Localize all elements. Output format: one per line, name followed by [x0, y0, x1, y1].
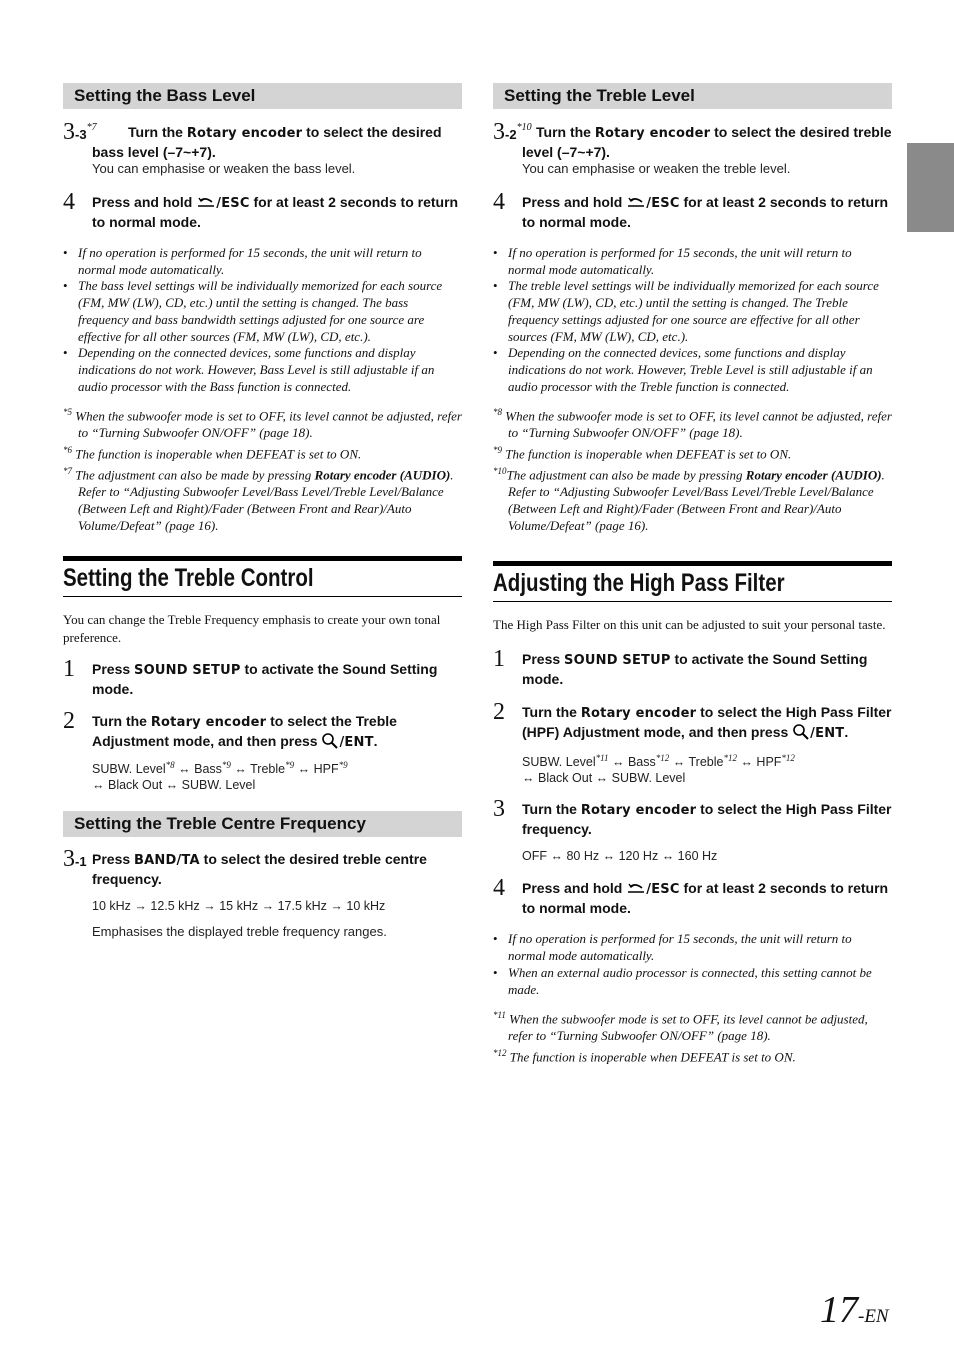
- footnote-10: $^{*10}$The adjustment can also be made by pressing Rotary encoder (AUDIO). Refer to “Adjusting Subwoofer Level/Bass Level/Treble Level/Balance (Between Left and Right)/Fader (Between Front and Rear)/Auto Volume/Defeat” (page 16).: [493, 466, 885, 533]
- step-3-1: 3-1 Press BAND/TA to select the desired treble centre frequency.: [63, 846, 427, 888]
- step-4: 4 Press and hold /ESC for at least 2 seconds to return to normal mode.: [63, 189, 459, 230]
- return-arrow-icon: [626, 882, 646, 894]
- section-heading-bass-level: Setting the Bass Level: [63, 83, 462, 109]
- step-2: 2 Turn the Rotary encoder to select the High Pass Filter (HPF) Adjustment mode, and then press /ENT.: [493, 699, 892, 742]
- left-column: [63, 83, 462, 940]
- step-4: 4 Press and hold /ESC for at least 2 seconds to return to normal mode.: [493, 875, 889, 917]
- note-item: • If no operation is performed for 15 seconds, the unit will return to normal mode automatically.: [493, 931, 892, 964]
- return-arrow-icon: [626, 196, 646, 208]
- frequency-sequence: OFF ↔ 80 Hz ↔ 120 Hz ↔ 160 Hz: [522, 849, 718, 864]
- section-heading-treble-centre: Setting the Treble Centre Frequency: [63, 811, 462, 837]
- footnote-9: $^{*9}$ The function is inoperable when DEFEAT is set to ON.: [493, 445, 792, 462]
- step-description: You can emphasise or weaken the treble level.: [522, 161, 791, 176]
- note-item: • If no operation is performed for 15 seconds, the unit will return to normal mode automatically.: [493, 245, 892, 278]
- search-icon: [792, 724, 810, 740]
- frequency-sequence: 10 kHz → 12.5 kHz → 15 kHz → 17.5 kHz → 10 kHz: [92, 899, 386, 914]
- right-column: [493, 83, 892, 1066]
- footnote-8: $^{*8}$ When the subwoofer mode is set to OFF, its level cannot be adjusted, refer to “Turning Subwoofer ON/OFF” (page 18).: [493, 407, 892, 441]
- section-heading-high-pass-filter: Adjusting the High Pass Filter: [493, 561, 892, 602]
- note-item: • The bass level settings will be individually memorized for each source (FM, MW (LW), CD, etc.) until the setting is changed. The bass frequency and bass bandwidth settings adjusted for one source are effective for all other sources (FM, MW (LW), CD, etc.).: [63, 278, 462, 345]
- step-1: 1 Press SOUND SETUP to activate the Sound Setting mode.: [63, 656, 438, 698]
- note-item: • If no operation is performed for 15 seconds, the unit will return to normal mode automatically.: [63, 245, 462, 278]
- note-item: • Depending on the connected devices, some functions and display indications do not work. However, Treble Level is still adjustable if an audio processor with the Treble function is connected.: [493, 345, 892, 395]
- footnote-11: $^{*11}$ When the subwoofer mode is set to OFF, its level cannot be adjusted, refer to “Turning Subwoofer ON/OFF” (page 18).: [493, 1010, 868, 1044]
- page-number: 17-EN: [820, 1289, 889, 1331]
- notes-list: [493, 245, 892, 395]
- return-arrow-icon: [196, 196, 216, 208]
- step-3: 3 Turn the Rotary encoder to select the High Pass Filter frequency.: [493, 796, 892, 838]
- step-2: 2 Turn the Rotary encoder to select the Treble Adjustment mode, and then press /ENT.: [63, 708, 397, 751]
- chapter-tab: [907, 143, 954, 232]
- note-item: • The treble level settings will be individually memorized for each source (FM, MW (LW), CD, etc.) until the setting is changed. The Treble frequency settings adjusted for one source are effective for all other sources (FM, MW (LW), CD, etc.).: [493, 278, 892, 345]
- section-heading-treble-level: Setting the Treble Level: [493, 83, 892, 109]
- intro-text: The High Pass Filter on this unit can be adjusted to suit your personal taste.: [493, 617, 886, 633]
- step-description: Emphasises the displayed treble frequency ranges.: [92, 924, 387, 940]
- step-description: You can emphasise or weaken the bass level.: [92, 161, 356, 176]
- footnote-5: $^{*5}$ When the subwoofer mode is set to OFF, its level cannot be adjusted, refer to “Turning Subwoofer ON/OFF” (page 18).: [63, 407, 462, 441]
- notes-list: [63, 245, 462, 395]
- intro-text: You can change the Treble Frequency emphasis to create your own tonal preference.: [63, 612, 441, 646]
- section-heading-treble-control: Setting the Treble Control: [63, 556, 462, 597]
- step-1: 1 Press SOUND SETUP to activate the Sound Setting mode.: [493, 646, 868, 688]
- note-item: • Depending on the connected devices, some functions and display indications do not work. However, Bass Level is still adjustable if an audio processor with the Bass function is connected.: [63, 345, 462, 395]
- footnote-12: $^{*12}$ The function is inoperable when DEFEAT is set to ON.: [493, 1047, 796, 1065]
- note-item: • When an external audio processor is connected, this setting cannot be made.: [493, 965, 892, 998]
- mode-sequence: SUBW. Level$^{*8}$ ↔ Bass$^{*9}$ ↔ Treble$^{*9}$ ↔ HPF$^{*9}$ ↔ Black Out ↔ SUBW. Level: [92, 760, 348, 793]
- step-3-3: 3-3$^{*7}$ Turn the Rotary encoder to select the desired bass level (–7~+7).: [63, 119, 442, 160]
- footnote-7: $^{*7}$ The adjustment can also be made by pressing Rotary encoder (AUDIO). Refer to “Adjusting Subwoofer Level/Bass Level/Treble Level/Balance (Between Left and Right)/Fader (Between Front and Rear)/Auto Volume/Defeat” (page 16).: [63, 466, 454, 533]
- step-4: 4 Press and hold /ESC for at least 2 seconds to return to normal mode.: [493, 189, 889, 230]
- notes-list: [493, 931, 892, 998]
- footnote-6: $^{*6}$ The function is inoperable when DEFEAT is set to ON.: [63, 445, 362, 462]
- search-icon: [321, 733, 339, 749]
- mode-sequence: SUBW. Level$^{*11}$ ↔ Bass$^{*12}$ ↔ Treble$^{*12}$ ↔ HPF$^{*12}$ ↔ Black Out ↔ SUBW. Level: [522, 753, 795, 786]
- step-3-2: 3-2$^{*10}$ Turn the Rotary encoder to select the desired treble level (–7~+7).: [493, 119, 892, 160]
